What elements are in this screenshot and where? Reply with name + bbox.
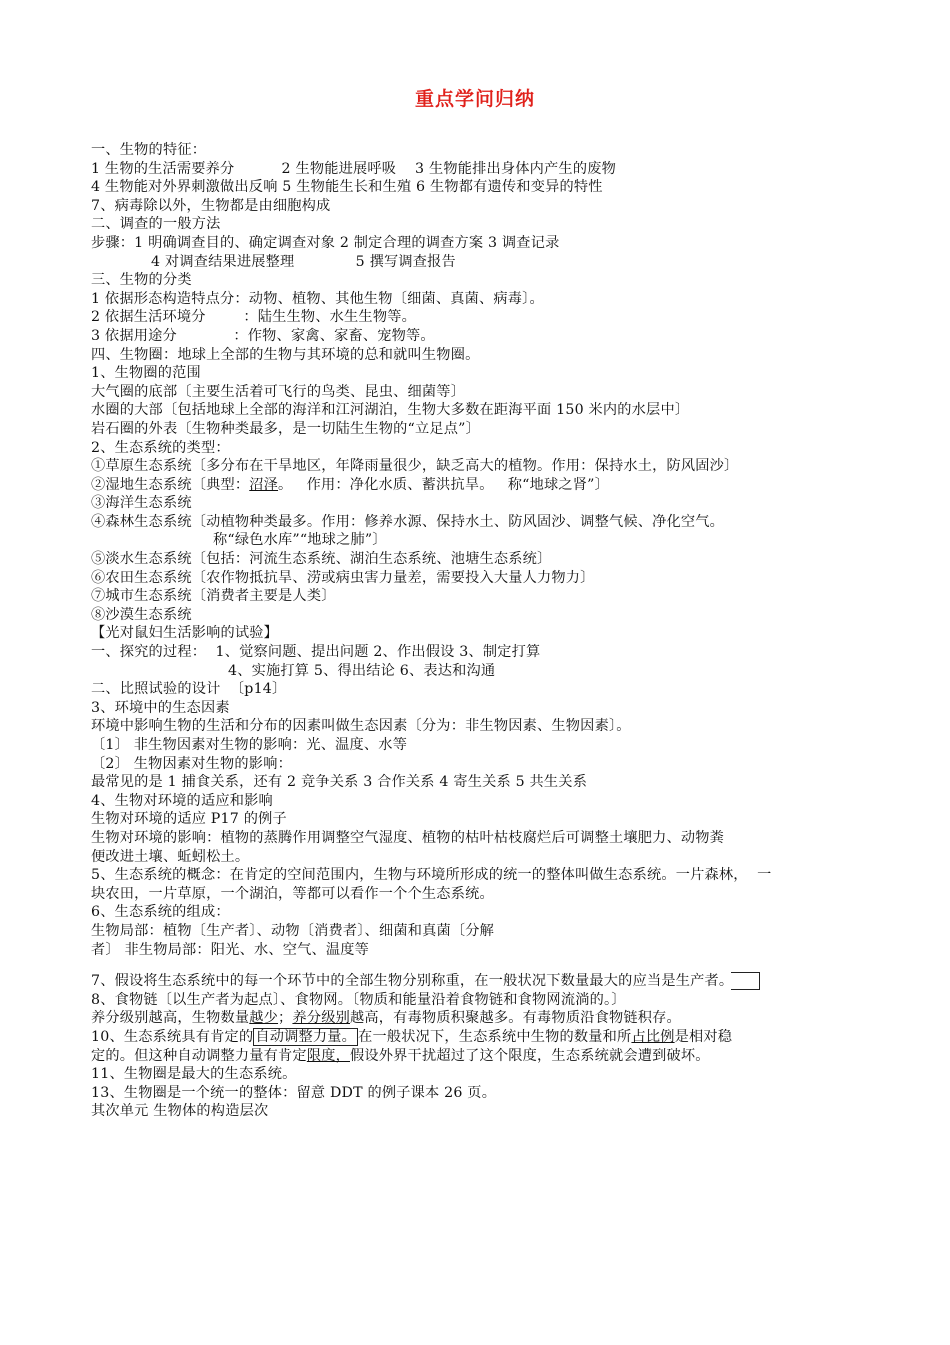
section-heading: 【光对鼠妇生活影响的试验】	[91, 625, 279, 642]
text-line: 环境中影响生物的生活和分布的因素叫做生态因素〔分为：非生物因素、生物因素〕。	[91, 718, 631, 735]
text-line	[91, 972, 861, 991]
text-line: 二、调查的一般方法	[91, 216, 221, 233]
underlined-term: 沼泽	[249, 476, 279, 493]
text-line: 13、生物圈是一个统一的整体：留意 DDT 的例子课本 26 页。	[91, 1084, 497, 1101]
blank-line	[91, 959, 861, 972]
underlined-term: 限度，	[306, 1047, 350, 1064]
text-line: 二、比照试验的设计 〔p14〕	[91, 681, 287, 698]
text-line: 3、环境中的生态因素	[91, 699, 230, 716]
text-line: 三、生物的分类	[91, 272, 192, 289]
text-line: 岩石圈的外表〔生物种类最多，是一切陆生生物的“立足点”〕	[91, 420, 480, 437]
text-segment: 。 作用：净化水质、蓄洪抗旱。 称“地球之肾”〕	[278, 476, 609, 493]
text-segment: ；	[278, 1010, 293, 1027]
text-segment: 养分级别越高，生物数量	[91, 1010, 250, 1027]
text-line: 2、生态系统的类型：	[91, 439, 230, 456]
text-line: 2 依据生活环境分 ：陆生生物、水生生物等。	[91, 309, 416, 326]
text-line: 者〕 非生物局部：阳光、水、空气、温度等	[91, 941, 370, 958]
text-line: 〔2〕 生物因素对生物的影响：	[91, 755, 292, 772]
text-line: 生物局部：植物〔生产者〕、动物〔消费者〕、细菌和真菌〔分解	[91, 922, 495, 939]
text-segment: 7、假设将生态系统中的每一个环节中的全部生物分别称重，在一般状况下数量最大的应当是生产者。	[91, 973, 734, 990]
text-line: 5、生态系统的概念：在肯定的空间范围内，生物与环境所形成的统一的整体叫做生态系统。一片森林， 一	[91, 867, 772, 884]
text-line: 7、病毒除以外，生物都是由细胞构成	[91, 197, 331, 214]
text-line: 3 依据用途分 ：作物、家禽、家畜、宠物等。	[91, 327, 435, 344]
text-line: 便改进土壤、蚯蚓松土。	[91, 848, 250, 865]
text-line: 8、食物链〔以生产者为起点〕、食物网。〔物质和能量沿着食物链和食物网流淌的。〕	[91, 991, 626, 1008]
document-body	[91, 141, 861, 1121]
text-line: 4、实施打算 5、得出结论 6、表达和沟通	[228, 662, 496, 679]
text-line: 4、生物对环境的适应和影响	[91, 792, 273, 809]
underlined-term: 养分级别	[292, 1010, 350, 1027]
text-line	[91, 476, 861, 495]
text-segment: 在一般状况下，生态系统中生物的数量和所	[358, 1028, 632, 1045]
text-line: 一、探究的过程： 1、觉察问题、提出问题 2、作出假设 3、制定打算	[91, 644, 541, 661]
text-line: 11、生物圈是最大的生态系统。	[91, 1066, 297, 1083]
text-line: 生物对环境的影响：植物的蒸腾作用调整空气湿度、植物的枯叶枯枝腐烂后可调整土壤肥力、动物粪	[91, 829, 725, 846]
text-line: 水圈的大部〔包括地球上全部的海洋和江河湖泊，生物大多数在距海平面 150 米内的水层中〕	[91, 402, 690, 419]
text-line: ⑦城市生态系统〔消费者主要是人类〕	[91, 588, 336, 605]
underlined-term: 越少	[249, 1010, 279, 1027]
boxed-term: 自动调整力量。	[255, 1028, 357, 1045]
text-line: ④森林生态系统〔动植物种类最多。作用：修养水源、保持水土、防风固沙、调整气候、净化空气。	[91, 513, 725, 530]
text-line: 块农田，一片草原，一个湖泊，等都可以看作一个个生态系统。	[91, 885, 494, 902]
text-line	[91, 1047, 861, 1066]
text-line: 大气圈的底部〔主要生活着可飞行的鸟类、昆虫、细菌等〕	[91, 383, 466, 400]
text-line: 最常见的是 1 捕食关系，还有 2 竞争关系 3 合作关系 4 寄生关系 5 共生关系	[91, 774, 588, 791]
text-segment: ②湿地生态系统〔典型：	[91, 476, 250, 493]
page-title: 重点学问归纳	[414, 88, 535, 110]
text-line: 1、生物圈的范围	[91, 365, 201, 382]
text-line: ⑤淡水生态系统〔包括：河流生态系统、湖泊生态系统、池塘生态系统〕	[91, 551, 552, 568]
text-line: 步骤：1 明确调查目的、确定调查对象 2 制定合理的调查方案 3 调查记录	[91, 234, 560, 251]
underlined-term: 占比例	[631, 1028, 675, 1045]
text-line: ⑧沙漠生态系统	[91, 606, 192, 623]
text-line: 其次单元 生物体的构造层次	[91, 1103, 269, 1120]
text-line: 〔1〕 非生物因素对生物的影响：光、温度、水等	[91, 737, 408, 753]
text-line: ⑥农田生态系统〔农作物抵抗旱、涝或病虫害力量差，需要投入大量人力物力〕	[91, 569, 595, 586]
text-segment: 假设外界干扰超过了这个限度，生态系统就会遭到破坏。	[350, 1047, 710, 1064]
text-line: 一、生物的特征：	[91, 142, 207, 158]
text-segment: 10、生态系统具有肯定的	[91, 1028, 254, 1045]
boxed-mark	[731, 972, 760, 990]
text-line: 4 对调查结果进展整理 5 撰写调查报告	[151, 253, 456, 270]
text-line	[91, 1028, 861, 1047]
text-line: 1 生物的生活需要养分 2 生物能进展呼吸 3 生物能排出身体内产生的废物	[91, 160, 616, 177]
text-line: 四、生物圈：地球上全部的生物与其环境的总和就叫生物圈。	[91, 346, 480, 363]
text-line: 6、生态系统的组成：	[91, 904, 230, 921]
text-segment: 越高，有毒物质积聚越多。有毒物质沿食物链积存。	[350, 1010, 681, 1027]
text-segment: 定的。但这种自动调整力量有肯定	[91, 1047, 307, 1064]
text-line: 生物对环境的适应 P17 的例子	[91, 811, 287, 828]
text-line	[91, 1009, 861, 1028]
text-segment: 是相对稳	[674, 1028, 733, 1045]
text-line: ③海洋生态系统	[91, 495, 192, 512]
text-line: 1 依据形态构造特点分：动物、植物、其他生物〔细菌、真菌、病毒〕。	[91, 290, 544, 307]
text-line: ①草原生态系统〔多分布在干旱地区，年降雨量很少，缺乏高大的植物。作用：保持水土，防风固沙〕	[91, 458, 739, 475]
text-line: 称“绿色水库”“地球之肺”〕	[213, 532, 387, 549]
text-line: 4 生物能对外界刺激做出反响 5 生物能生长和生殖 6 生物都有遗传和变异的特性	[91, 179, 603, 196]
